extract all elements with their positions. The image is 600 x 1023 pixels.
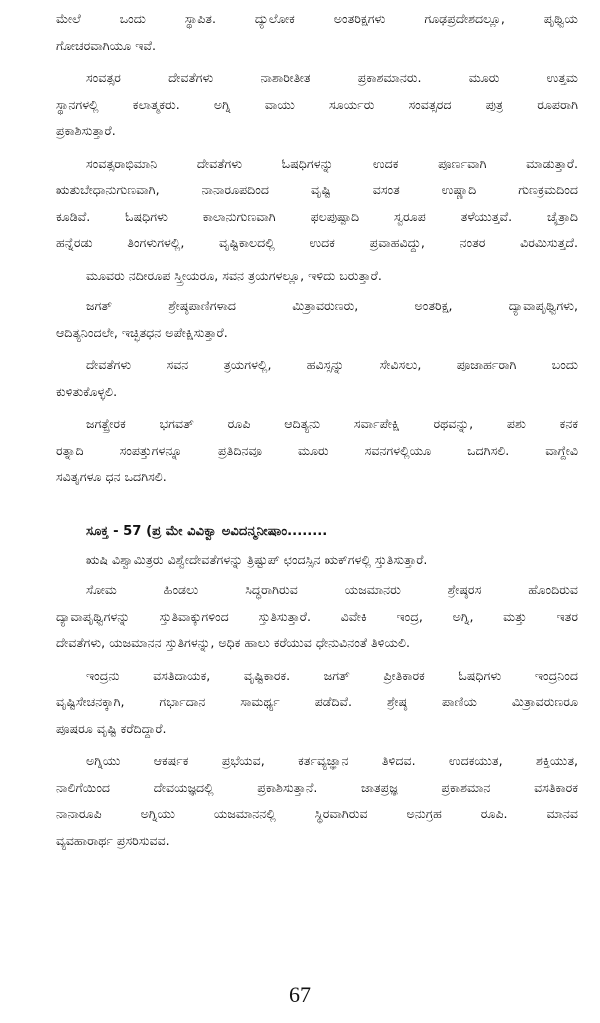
text-line: ಇಂದ್ರನು ವಸತಿದಾಯಕ, ವೃಷ್ಟಿಕಾರಕ. ಜಗತ್ ಪ್ರೀತಿಕಾರಕ ಓಷಧಿಗಳು ಇಂದ್ರನಿಂದ <box>86 667 578 683</box>
text-line: ರತ್ನಾದಿ ಸಂಪತ್ತುಗಳನ್ನೂ ಪ್ರತಿದಿನವೂ ಮೂರು ಸವನಗಳಲ್ಲಿಯೂ ಒದಗಿಸಲಿ. ವಾಗ್ದೇವಿ <box>56 442 578 458</box>
text-line: ನಾಲಿಗೆಯಿಂದ ದೇವಯಜ್ಞದಲ್ಲಿ ಪ್ರಕಾಶಿಸುತ್ತಾನೆ. ಜಾತಪ್ರಜ್ಞ ಪ್ರಕಾಶಮಾನ ವಸತಿಕಾರಕ <box>56 779 578 795</box>
text-line: ಮೇಲೆ ಒಂದು ಸ್ಥಾಪಿತ. ದ್ಯುಲೋಕ ಅಂತರಿಕ್ಷಗಳು ಗೂಢಪ್ರದೇಶದಲ್ಲೂ, ಪೃಥ್ವಿಯ <box>56 11 578 26</box>
text-line: ದ್ಯಾವಾಪೃಥ್ವಿಗಳನ್ನು ಸ್ತುತಿವಾಕ್ಕುಗಳಿಂದ ಸ್ತುತಿಸುತ್ತಾರೆ. ವಿವೇಕಿ ಇಂದ್ರ, ಅಗ್ನಿ, ಮತ್ತು ಇತರ <box>56 608 578 624</box>
page-number: 67 <box>289 982 311 1007</box>
paragraph-2 <box>56 65 578 145</box>
paragraph-4 <box>56 263 578 290</box>
paragraph-5 <box>56 293 578 346</box>
text-line: ಸೋಮ ಹಿಂಡಲು ಸಿದ್ಧರಾಗಿರುವ ಯಜಮಾನರು ಶ್ರೇಷ್ಠರಸ ಹೊಂದಿರುವ <box>86 582 578 597</box>
text-line: ಕುಳಿತುಕೊಳ್ಳಲಿ. <box>56 383 118 399</box>
text-line: ದೇವತೆಗಳು ಸವನ ತ್ರಯಗಳಲ್ಲಿ, ಹವಿಸ್ಸನ್ನು ಸೇವಿಸಲು, ಪೂಜಾರ್ಹರಾಗಿ ಬಂದು <box>86 357 578 372</box>
text-line: ಜಗತ್ ಶ್ರೇಷ್ಠಪಾಣಿಗಳಾದ ಮಿತ್ರಾವರುಣರು, ಅಂತರಿಕ್ಷ, ದ್ಯಾವಾಪೃಥ್ವಿಗಳು, <box>86 298 578 313</box>
text-line: ಸ್ಥಾನಗಳಲ್ಲಿ ಕಲಾತ್ಮಕರು. ಅಗ್ನಿ ವಾಯು ಸೂರ್ಯರು ಸಂವತ್ಸರದ ಪುತ್ರ ರೂಪರಾಗಿ <box>56 96 578 112</box>
text-line: ವ್ಯವಹಾರಾರ್ಥ ಪ್ರಸರಿಸುವವ. <box>56 832 170 848</box>
section-heading: ಸೂಕ್ತ - 57 (ಪ್ರ ಮೇ ವಿವಿಕ್ವಾ ಅವಿದನ್ಮನೀಷಾಂ........ <box>86 523 328 539</box>
text-line: ಋಷಿ ವಿಶ್ವಾಮಿತ್ರರು ವಿಶ್ವೇದೇವತೆಗಳನ್ನು ತ್ರಿಷ್ಟುಪ್ ಛಂದಸ್ಸಿನ ಋಕ್‌ಗಳಲ್ಲಿ ಸ್ತುತಿಸುತ್ತಾರೆ. <box>86 551 428 567</box>
paragraph-3 <box>56 151 578 257</box>
text-line: ವೃಷ್ಟಿಸೇಚನಕ್ಕಾಗಿ, ಗರ್ಭಾದಾನ ಸಾಮರ್ಥ್ಯ ಪಡೆದಿವೆ. ಶ್ರೇಷ್ಠ ಪಾಣಿಯ ಮಿತ್ರಾವರುಣರೂ <box>56 694 578 709</box>
text-line: ಸಂವತ್ಸರ ದೇವತೆಗಳು ನಾಶಾರೀತೀತ ಪ್ರಕಾಶಮಾನರು. ಮೂರು ಉತ್ತಮ <box>86 70 578 85</box>
text-line: ಪೂಷರೂ ವೃಷ್ಟಿ ಕರೆದಿದ್ದಾರೆ. <box>56 720 167 736</box>
text-line: ಅಗ್ನಿಯು ಆಕರ್ಷಕ ಪ್ರಭೆಯವ, ಕರ್ತವ್ಯಜ್ಞಾನ ತಿಳಿದವ. ಉದಕಯುತ, ಶಕ್ತಿಯುತ, <box>86 753 578 768</box>
text-line: ದೇವತೆಗಳು, ಯಜಮಾನನ ಸ್ತುತಿಗಳನ್ನು, ಅಧಿಕ ಹಾಲು ಕರೆಯುವ ಧೇನುವಿನಂತೆ ತಿಳಿಯಲಿ. <box>56 635 411 650</box>
section-paragraph-4 <box>56 748 578 854</box>
text-line: ಋತುಬೇಧಾನುಗುಣವಾಗಿ, ನಾನಾರೂಪದಿಂದ ವೃಷ್ಟಿ ವಸಂತ ಉಷ್ಣಾದಿ ಗುಣಕ್ರಮದಿಂದ <box>56 182 578 197</box>
text-line: ಗೋಚರವಾಗಿಯೂ ಇವೆ. <box>56 37 156 53</box>
section-paragraph-2 <box>56 577 578 657</box>
text-line: ಆದಿತ್ಯನಿಂದಲೇ, ಇಚ್ಛಿತಧನ ಅಪೇಕ್ಷಿಸುತ್ತಾರೆ. <box>56 324 228 340</box>
text-line: ಪ್ರಕಾಶಿಸುತ್ತಾರೆ. <box>56 123 116 138</box>
text-line: ಸಂವತ್ಸರಾಭಿಮಾನಿ ದೇವತೆಗಳು ಓಷಧಿಗಳನ್ನು ಉದಕ ಪೂರ್ಣವಾಗಿ ಮಾಡುತ್ತಾರೆ. <box>86 155 578 171</box>
text-line: ಮೂವರು ನದೀರೂಪ ಸ್ತ್ರೀಯರೂ, ಸವನ ತ್ರಯಗಳಲ್ಲೂ, ಇಳಿದು ಬರುತ್ತಾರೆ. <box>86 267 382 283</box>
text-line: ಸವಿತೃಗಳೂ ಧನ ಒದಗಿಸಲಿ. <box>56 469 167 484</box>
section-paragraph-3 <box>56 663 578 743</box>
paragraph-6 <box>56 352 578 405</box>
paragraph-1 <box>56 6 578 59</box>
text-line: ಹನ್ನೆರಡು ತಿಂಗಳುಗಳಲ್ಲಿ, ವೃಷ್ಟಿಕಾಲದಲ್ಲಿ ಉದಕ ಪ್ರವಾಹವಿದ್ದು, ನಂತರ ವಿರಮಿಸುತ್ತದೆ. <box>56 235 578 250</box>
text-line: ನಾನಾರೂಪಿ ಅಗ್ನಿಯು ಯಜಮಾನನಲ್ಲಿ ಸ್ಥಿರವಾಗಿರುವ ಅನುಗ್ರಹ ರೂಪಿ. ಮಾನವ <box>56 806 578 821</box>
section-paragraph-1 <box>56 547 578 574</box>
paragraph-7 <box>56 411 578 491</box>
text-line: ಕೂಡಿವೆ. ಓಷಧಿಗಳು ಕಾಲಾನುಗುಣವಾಗಿ ಫಲಪುಷ್ಪಾದಿ ಸ್ವರೂಪ ತಳೆಯುತ್ತವೆ. ಚೈತ್ರಾದಿ <box>56 208 578 224</box>
text-line: ಜಗತ್ಪ್ರೇರಕ ಭಗವತ್ ರೂಪಿ ಆದಿತ್ಯನು ಸರ್ವಾಪೇಕ್ಷಿ ರಥವನ್ನು, ಪಶು ಕನಕ <box>86 416 578 431</box>
